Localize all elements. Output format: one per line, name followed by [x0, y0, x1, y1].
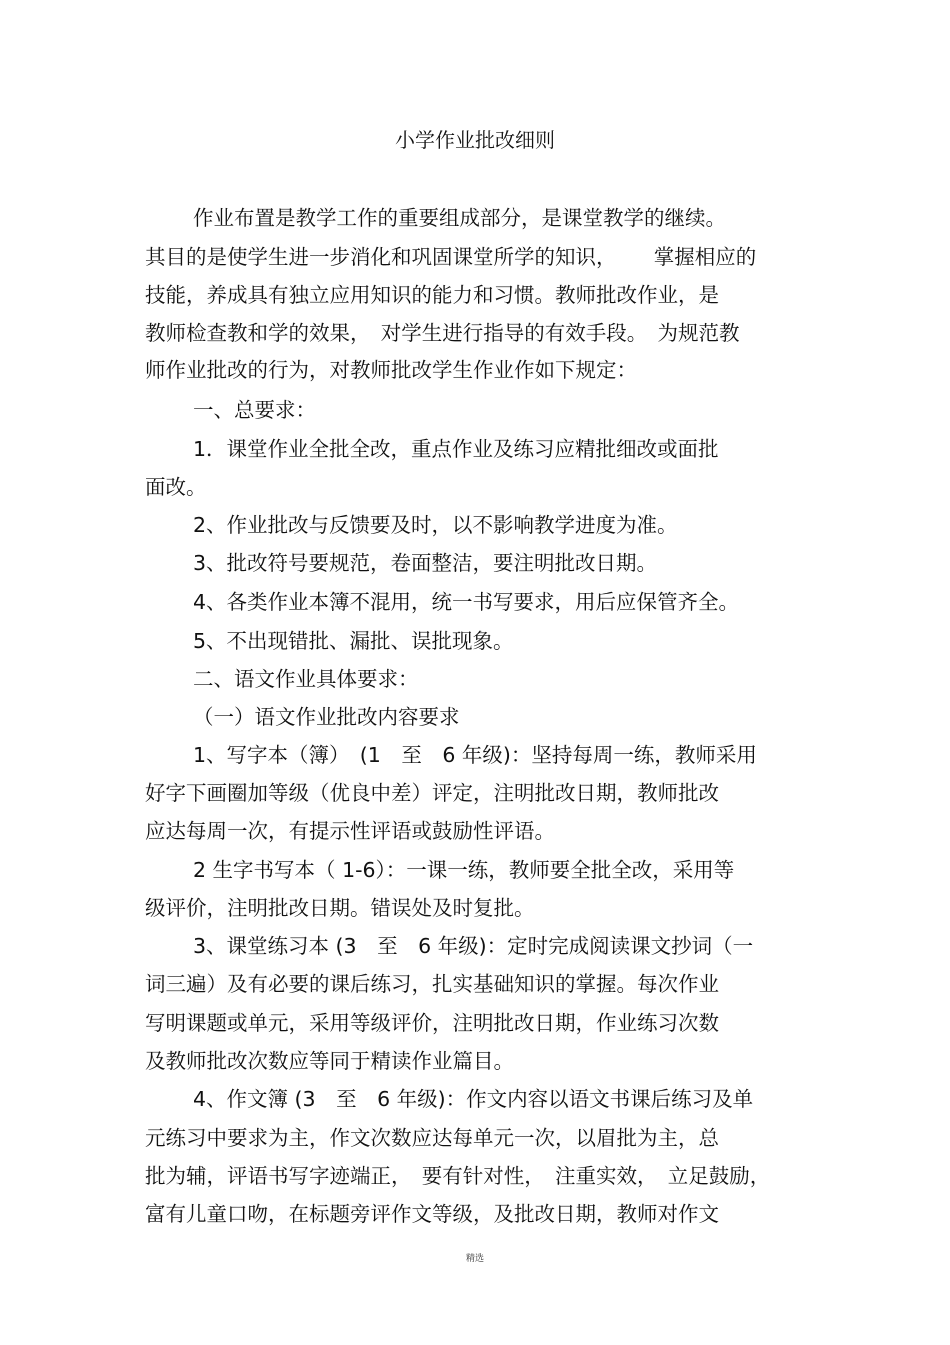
rule-line-1: 1．课堂作业全批全改，重点作业及练习应精批细改或面批 — [193, 437, 719, 461]
item-essay-line-2: 元练习中要求为主，作文次数应达每单元一次，以眉批为主，总 — [145, 1126, 719, 1150]
item-practice-line-2: 词三遍）及有必要的课后练习，扎实基础知识的掌握。每次作业 — [145, 972, 719, 996]
subsection-heading-content: （一）语文作业批改内容要求 — [193, 705, 460, 729]
item-practice-line-1: 3、课堂练习本 (3 至 6 年级)：定时完成阅读课文抄词（一 — [193, 934, 754, 958]
item-vocab-line-2: 级评价，注明批改日期。错误处及时复批。 — [145, 896, 535, 920]
paragraph-line-1: 作业布置是教学工作的重要组成部分，是课堂教学的继续。 — [193, 206, 726, 230]
rule-line-4: 4、各类作业本簿不混用，统一书写要求，用后应保管齐全。 — [193, 590, 740, 614]
paragraph-line-2: 其目的是使学生进一步消化和巩固课堂所学的知识， 掌握相应的 — [145, 245, 757, 269]
section-heading-chinese: 二、语文作业具体要求： — [193, 667, 419, 691]
item-essay-line-3: 批为辅，评语书写字迹端正， 要有针对性， 注重实效， 立足鼓励， — [145, 1164, 771, 1188]
item-essay-line-1: 4、作文簿 (3 至 6 年级)：作文内容以语文书课后练习及单 — [193, 1087, 754, 1111]
item-writing-line-2: 好字下画圈加等级（优良中差）评定，注明批改日期，教师批改 — [145, 781, 719, 805]
item-vocab-line-1: 2 生字书写本（ 1-6）：一课一练，教师要全批全改，采用等 — [193, 858, 735, 882]
section-heading-general: 一、总要求： — [193, 398, 316, 422]
item-essay-line-4: 富有儿童口吻，在标题旁评作文等级，及批改日期，教师对作文 — [145, 1202, 719, 1226]
rule-line-2: 2、作业批改与反馈要及时，以不影响教学进度为准。 — [193, 513, 678, 537]
document-title: 小学作业批改细则 — [395, 128, 555, 152]
paragraph-line-5: 师作业批改的行为，对教师批改学生作业作如下规定： — [145, 358, 637, 382]
paragraph-line-4: 教师检查教和学的效果， 对学生进行指导的有效手段。 为规范教 — [145, 321, 740, 345]
rule-line-3: 3、批改符号要规范，卷面整洁，要注明批改日期。 — [193, 551, 658, 575]
item-practice-line-4: 及教师批改次数应等同于精读作业篇目。 — [145, 1049, 514, 1073]
paragraph-line-3: 技能，养成具有独立应用知识的能力和习惯。教师批改作业，是 — [145, 283, 719, 307]
item-writing-line-3: 应达每周一次，有提示性评语或鼓励性评语。 — [145, 819, 555, 843]
item-practice-line-3: 写明课题或单元，采用等级评价，注明批改日期，作业练习次数 — [145, 1011, 719, 1035]
rule-line-1-cont: 面改。 — [145, 475, 207, 499]
rule-line-5: 5、不出现错批、漏批、误批现象。 — [193, 629, 514, 653]
page-footer: 精选 — [465, 1254, 484, 1264]
item-writing-line-1: 1、写字本（簿） (1 至 6 年级)：坚持每周一练，教师采用 — [193, 743, 757, 767]
